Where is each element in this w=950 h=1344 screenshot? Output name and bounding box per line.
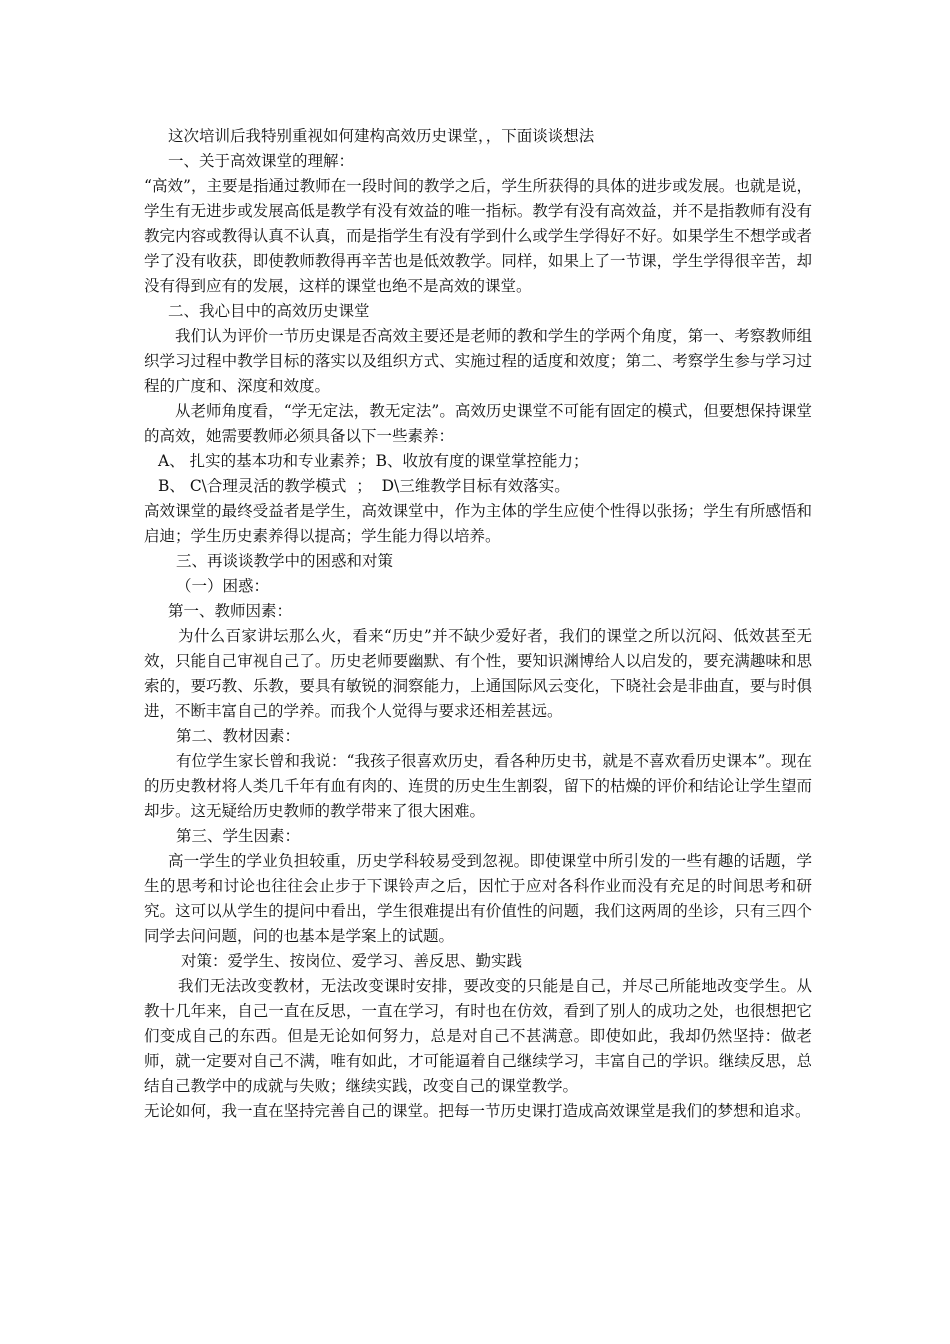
intro-paragraph: 这次培训后我特别重视如何建构高效历史课堂，，下面谈谈想法 — [168, 127, 595, 145]
list-line-ab: A、 扎实的基本功和专业素养；B、收放有度的课堂掌控能力； — [158, 452, 589, 470]
body-paragraph-teacher-factor: 为什么百家讲坛那么火，看来“历史”并不缺少爱好者，我们的课堂之所以沉闷、低效甚至无效，只能自己审视自己了。历史老师要幽默、有个性，要知识渊博给人以启发的，要充满趣味和思索的，要巧教、乐教，要具有敏锐的洞察能力，上通国际风云变化，下晓社会是非曲直，要与时俱进，不断丰富自己的学养。而我个人觉得与要求还相差甚远。 — [144, 627, 812, 720]
section-heading-1: 一、关于高效课堂的理解： — [168, 152, 355, 170]
subheading-student-factor: 第三、学生因素： — [176, 827, 301, 845]
body-paragraph-textbook-factor: 有位学生家长曾和我说：“我孩子很喜欢历史，看各种历史书，就是不喜欢看历史课本”。现在的历史教材将人类几千年有血有肉的、连贯的历史生生割裂，留下的枯燥的评价和结论让学生望而却步。这无疑给历史教师的教学带来了很大困难。 — [144, 752, 812, 820]
closing-paragraph: 无论如何，我一直在坚持完善自己的课堂。把每一节历史课打造成高效课堂是我们的梦想和追求。 — [144, 1102, 811, 1120]
strategy-line: 对策：爱学生、按岗位、爱学习、善反思、勤实践 — [181, 952, 523, 970]
subheading-textbook-factor: 第二、教材因素： — [176, 727, 301, 745]
section-heading-2: 二、我心目中的高效历史课堂 — [168, 302, 370, 320]
subsection-heading-confusion: （一）困惑： — [176, 577, 270, 595]
body-paragraph-gaoxiao: “高效”，主要是指通过教师在一段时间的教学之后，学生所获得的具体的进步或发展。也就是说，学生有无进步或发展高低是教学有没有效益的唯一指标。教学有没有高效益，并不是指教师有没有教完内容或教得认真不认真，而是指学生有没有学到什么或学生学得好不好。如果学生不想学或者学了没有收获，即使教师教得再辛苦也是低效教学。同样，如果上了一节课，学生学得很辛苦，却没有得到应有的发展，这样的课堂也绝不是高效的课堂。 — [144, 177, 812, 295]
body-paragraph-student-factor: 高一学生的学业负担较重，历史学科较易受到忽视。即使课堂中所引发的一些有趣的话题，学生的思考和讨论也往往会止步于下课铃声之后，因忙于应对各科作业而没有充足的时间思考和研究。这可以从学生的提问中看出，学生很难提出有价值性的问题，我们这两周的坐诊，只有三四个同学去问问题，问的也基本是学案上的试题。 — [144, 852, 812, 945]
list-line-cd: B、 C\合理灵活的教学模式 ； D\三维教学目标有效落实。 — [158, 477, 570, 495]
body-paragraph-beneficiary: 高效课堂的最终受益者是学生，高效课堂中，作为主体的学生应使个性得以张扬；学生有所感悟和启迪；学生历史素养得以提高；学生能力得以培养。 — [144, 502, 812, 545]
body-paragraph-teacher-view: 从老师角度看，“学无定法，教无定法”。高效历史课堂不可能有固定的模式，但要想保持课堂的高效，她需要教师必须具备以下一些素养： — [144, 402, 812, 445]
subheading-teacher-factor: 第一、教师因素： — [168, 602, 293, 620]
body-paragraph-evaluation: 我们认为评价一节历史课是否高效主要还是老师的教和学生的学两个角度，第一、考察教师组织学习过程中教学目标的落实以及组织方式、实施过程的适度和效度；第二、考察学生参与学习过程的广度和、深度和效度。 — [144, 327, 812, 395]
document-body — [144, 124, 812, 1124]
body-paragraph-strategy: 我们无法改变教材，无法改变课时安排，要改变的只能是自己，并尽己所能地改变学生。从教十几年来，自己一直在反思，一直在学习，有时也在仿效，看到了别人的成功之处，也很想把它们变成自己的东西。但是无论如何努力，总是对自己不甚满意。即使如此，我却仍然坚持：做老师，就一定要对自己不满，唯有如此，才可能逼着自己继续学习，丰富自己的学识。继续反思，总结自己教学中的成就与失败；继续实践，改变自己的课堂教学。 — [144, 977, 812, 1095]
section-heading-3: 三、再谈谈教学中的困惑和对策 — [176, 552, 394, 570]
